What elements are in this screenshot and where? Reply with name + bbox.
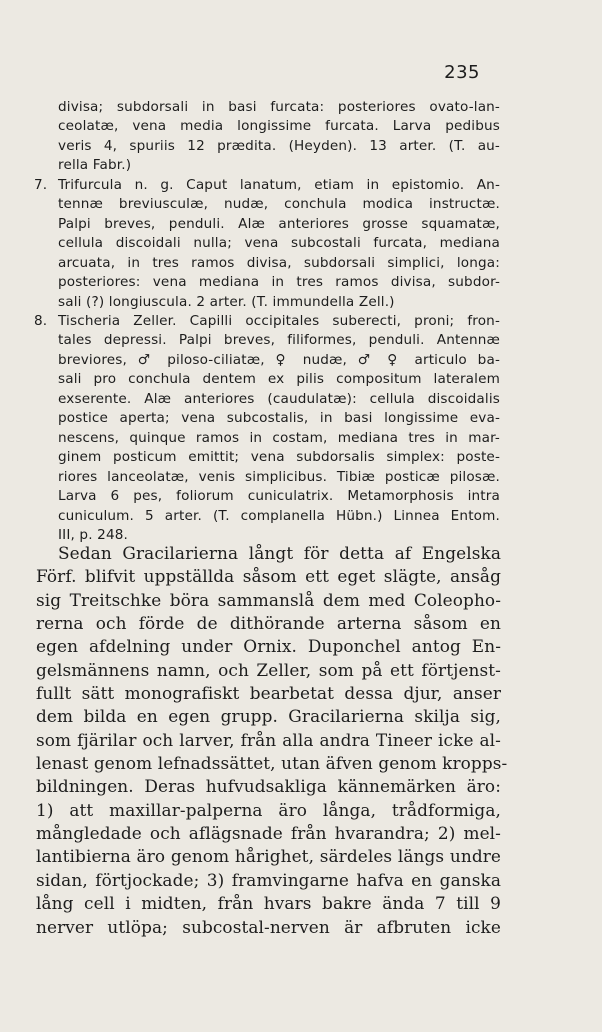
text-line: divisa; subdorsali in basi furcata: posteriores ovato-lan-: [58, 99, 500, 115]
text-line: exserente. Alæ anteriores (caudulatæ): cellula discoidalis: [58, 390, 500, 407]
text-line: nerver utlöpa; subcostal-nerven är afbruten icke: [36, 916, 501, 937]
text-line: Palpi breves, penduli. Alæ anteriores grosse squamatæ,: [58, 215, 500, 232]
text-line: egen afdelning under Ornix. Duponchel antog En-: [36, 636, 501, 657]
text-line: ceolatæ, vena media longissime furcata. Larva pedibus: [58, 118, 500, 135]
entry-number: 7.: [34, 176, 48, 193]
text-line: lantibierna äro genom hårighet, särdeles längs undre: [36, 846, 501, 867]
text-line: rella Fabr.): [58, 157, 132, 174]
text-line: ginem posticum emittit; vena subdorsalis simplex: poste-: [58, 449, 500, 466]
text-line: 1) att maxillar-palperna äro långa, trådformiga,: [36, 799, 501, 820]
paragraph-continued: [58, 98, 500, 176]
text-line: rerna och förde de dithörande arterna såsom en: [36, 613, 501, 634]
text-line: breviores, ♂ piloso-ciliatæ, ♀ nudæ, ♂ ♀ articulo ba-: [58, 351, 500, 368]
text-line: veris 4, spuriis 12 prædita. (Heyden). 13 arter. (T. au-: [58, 137, 500, 154]
text-line: sali pro conchula dentem ex pilis compositum lateralem: [58, 371, 500, 388]
text-line: cellula discoidali nulla; vena subcostali furcata, mediana: [58, 235, 500, 252]
text-line: gelsmännens namn, och Zeller, som på ett förtjenst-: [36, 659, 501, 680]
text-line: Trifurcula n. g. Caput lanatum, etiam in epistomio. An-: [58, 176, 500, 193]
text-line: posteriores: vena mediana in tres ramos divisa, subdor-: [58, 274, 500, 291]
text-line: tennæ breviusculæ, nudæ, conchula modica instructæ.: [58, 196, 500, 213]
page-number: 235: [444, 62, 480, 83]
paragraph-trifurcula: [34, 176, 500, 312]
main-paragraph: [36, 542, 508, 939]
text-line: lenast genom lefnadssättet, utan äfven genom kropps-: [36, 753, 508, 774]
text-line: fullt sätt monografiskt bearbetat dessa djur, anser: [36, 683, 501, 704]
text-line: sig Treitschke böra sammanslå dem med Coleopho-: [36, 589, 501, 610]
text-line: III, p. 248.: [58, 526, 129, 543]
text-line: nescens, quinque ramos in costam, mediana tres in mar-: [58, 429, 500, 446]
text-line: Sedan Gracilarierna långt för detta af Engelska: [58, 543, 501, 563]
text-line: arcuata, in tres ramos divisa, subdorsali simplici, longa:: [58, 254, 500, 271]
paragraph-tischeria: [34, 312, 500, 545]
text-line: som fjärilar och larver, från alla andra Tineer icke al-: [36, 729, 501, 750]
text-line: Förf. blifvit uppställda såsom ett eget slägte, ansåg: [36, 566, 501, 587]
text-line: cuniculum. 5 arter. (T. complanella Hübn.) Linnea Entom.: [58, 507, 500, 524]
text-line: bildningen. Deras hufvudsakliga kännemärken äro:: [36, 776, 501, 797]
text-line: riores lanceolatæ, venis simplicibus. Tibiæ posticæ pilosæ.: [58, 468, 500, 485]
text-line: Larva 6 pes, foliorum cuniculatrix. Metamorphosis intra: [58, 488, 500, 505]
genus-descriptions: [34, 98, 500, 545]
text-line: Tischeria Zeller. Capilli occipitales suberecti, proni; fron-: [58, 312, 500, 329]
text-line: sidan, förtjockade; 3) framvingarne hafva en ganska: [36, 869, 501, 890]
text-line: sali (?) longiuscula. 2 arter. (T. immundella Zell.): [58, 293, 395, 310]
text-line: mångledade och aflägsnade från hvarandra; 2) mel-: [36, 823, 501, 844]
text-line: dem bilda en egen grupp. Gracilarierna skilja sig,: [36, 706, 501, 727]
text-line: postice aperta; vena subcostalis, in basi longissime eva-: [58, 410, 500, 427]
text-line: lång cell i midten, från hvars bakre ända 7 till 9: [36, 893, 501, 914]
text-line: tales depressi. Palpi breves, filiformes, penduli. Antennæ: [58, 332, 500, 349]
entry-number: 8.: [34, 312, 48, 329]
